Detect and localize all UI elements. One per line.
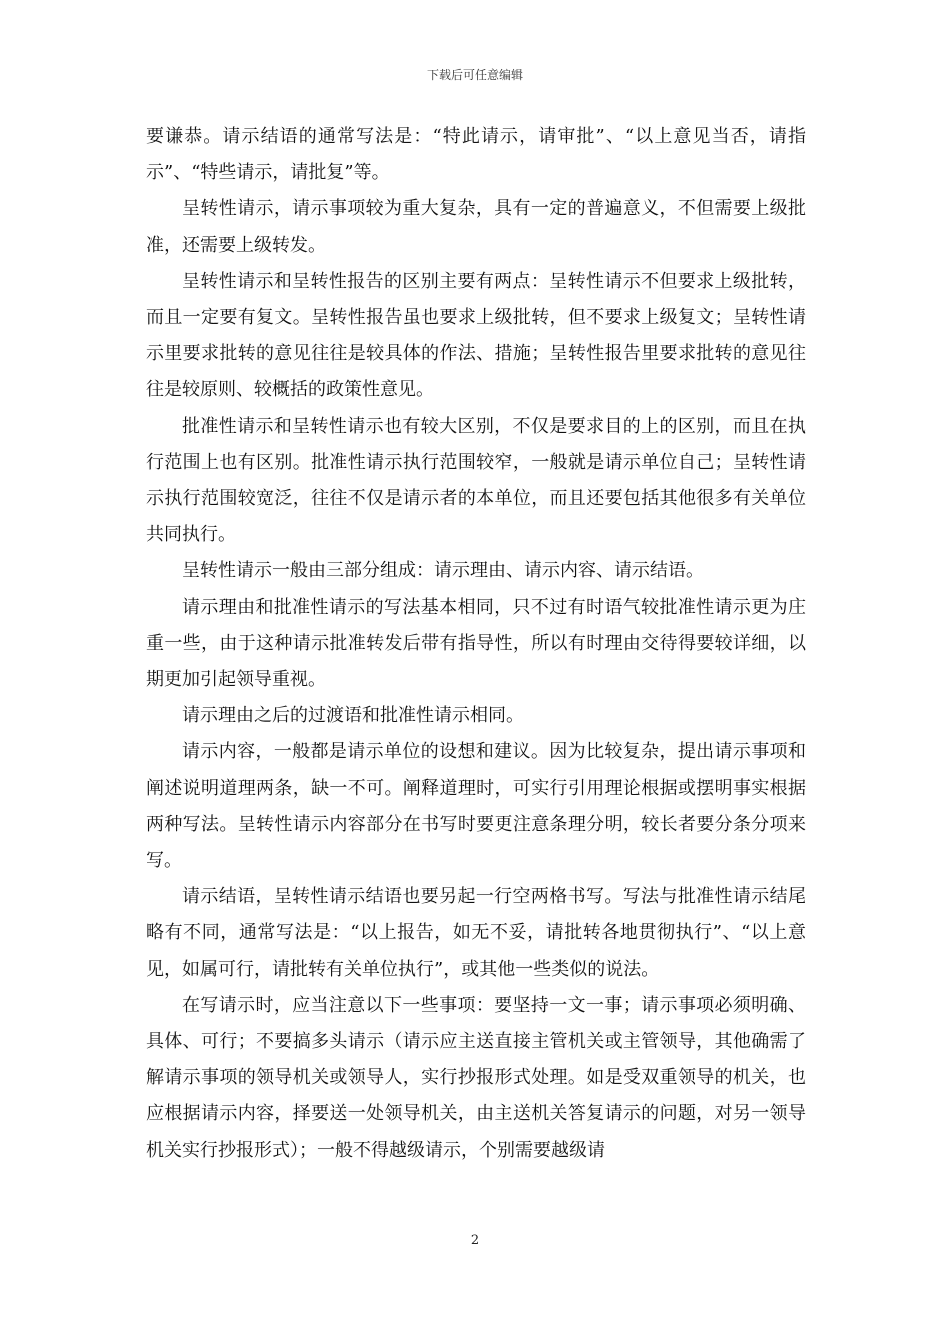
document-body [146,119,806,1169]
page-number: 2 [470,1233,480,1248]
paragraph: 呈转性请示，请示事项较为重大复杂，具有一定的普遍意义，不但需要上级批准，还需要上级转发。 [146,198,806,256]
paragraph: 请示理由和批准性请示的写法基本相同，只不过有时语气较批准性请示更为庄重一些，由于这种请示批准转发后带有指导性，所以有时理由交待得要较详细，以期更加引起领导重视。 [146,596,806,691]
paragraph: 要谦恭。请示结语的通常写法是：“特此请示，请审批”、“以上意见当否，请指示”、“特些请示，请批复”等。 [146,126,806,184]
page-header: 下载后可任意编辑 [426,68,523,82]
paragraph: 请示理由之后的过渡语和批准性请示相同。 [182,705,524,727]
paragraph: 在写请示时，应当注意以下一些事项：要坚持一文一事；请示事项必须明确、具体、可行；不要搞多头请示（请示应主送直接主管机关或主管领导，其他确需了解请示事项的领导机关或领导人，实行抄报形式处理。如是受双重领导的机关，也应根据请示内容，择要送一处领导机关，由主送机关答复请示的问题，对另一领导机关实行抄报形式）；一般不得越级请示，个别需要越级请 [146,994,806,1161]
paragraph: 批准性请示和呈转性请示也有较大区别，不仅是要求目的上的区别，而且在执行范围上也有区别。批准性请示执行范围较窄，一般就是请示单位自己；呈转性请示执行范围较宽泛，往往不仅是请示者的本单位，而且还要包括其他很多有关单位共同执行。 [146,415,806,546]
paragraph: 呈转性请示和呈转性报告的区别主要有两点：呈转性请示不但要求上级批转，而且一定要有复文。呈转性报告虽也要求上级批转，但不要求上级复文；呈转性请示里要求批转的意见往往是较具体的作法、措施；呈转性报告里要求批转的意见往往是较原则、较概括的政策性意见。 [146,270,806,401]
paragraph: 请示结语，呈转性请示结语也要另起一行空两格书写。写法与批准性请示结尾略有不同，通常写法是：“以上报告，如无不妥，请批转各地贯彻执行”、“以上意见，如属可行，请批转有关单位执行”，或其他一些类似的说法。 [146,886,806,980]
paragraph: 请示内容，一般都是请示单位的设想和建议。因为比较复杂，提出请示事项和阐述说明道理两条，缺一不可。阐释道理时，可实行引用理论根据或摆明事实根据两种写法。呈转性请示内容部分在书写时要更注意条理分明，较长者要分条分项来写。 [146,741,806,872]
paragraph: 呈转性请示一般由三部分组成：请示理由、请示内容、请示结语。 [182,560,704,582]
